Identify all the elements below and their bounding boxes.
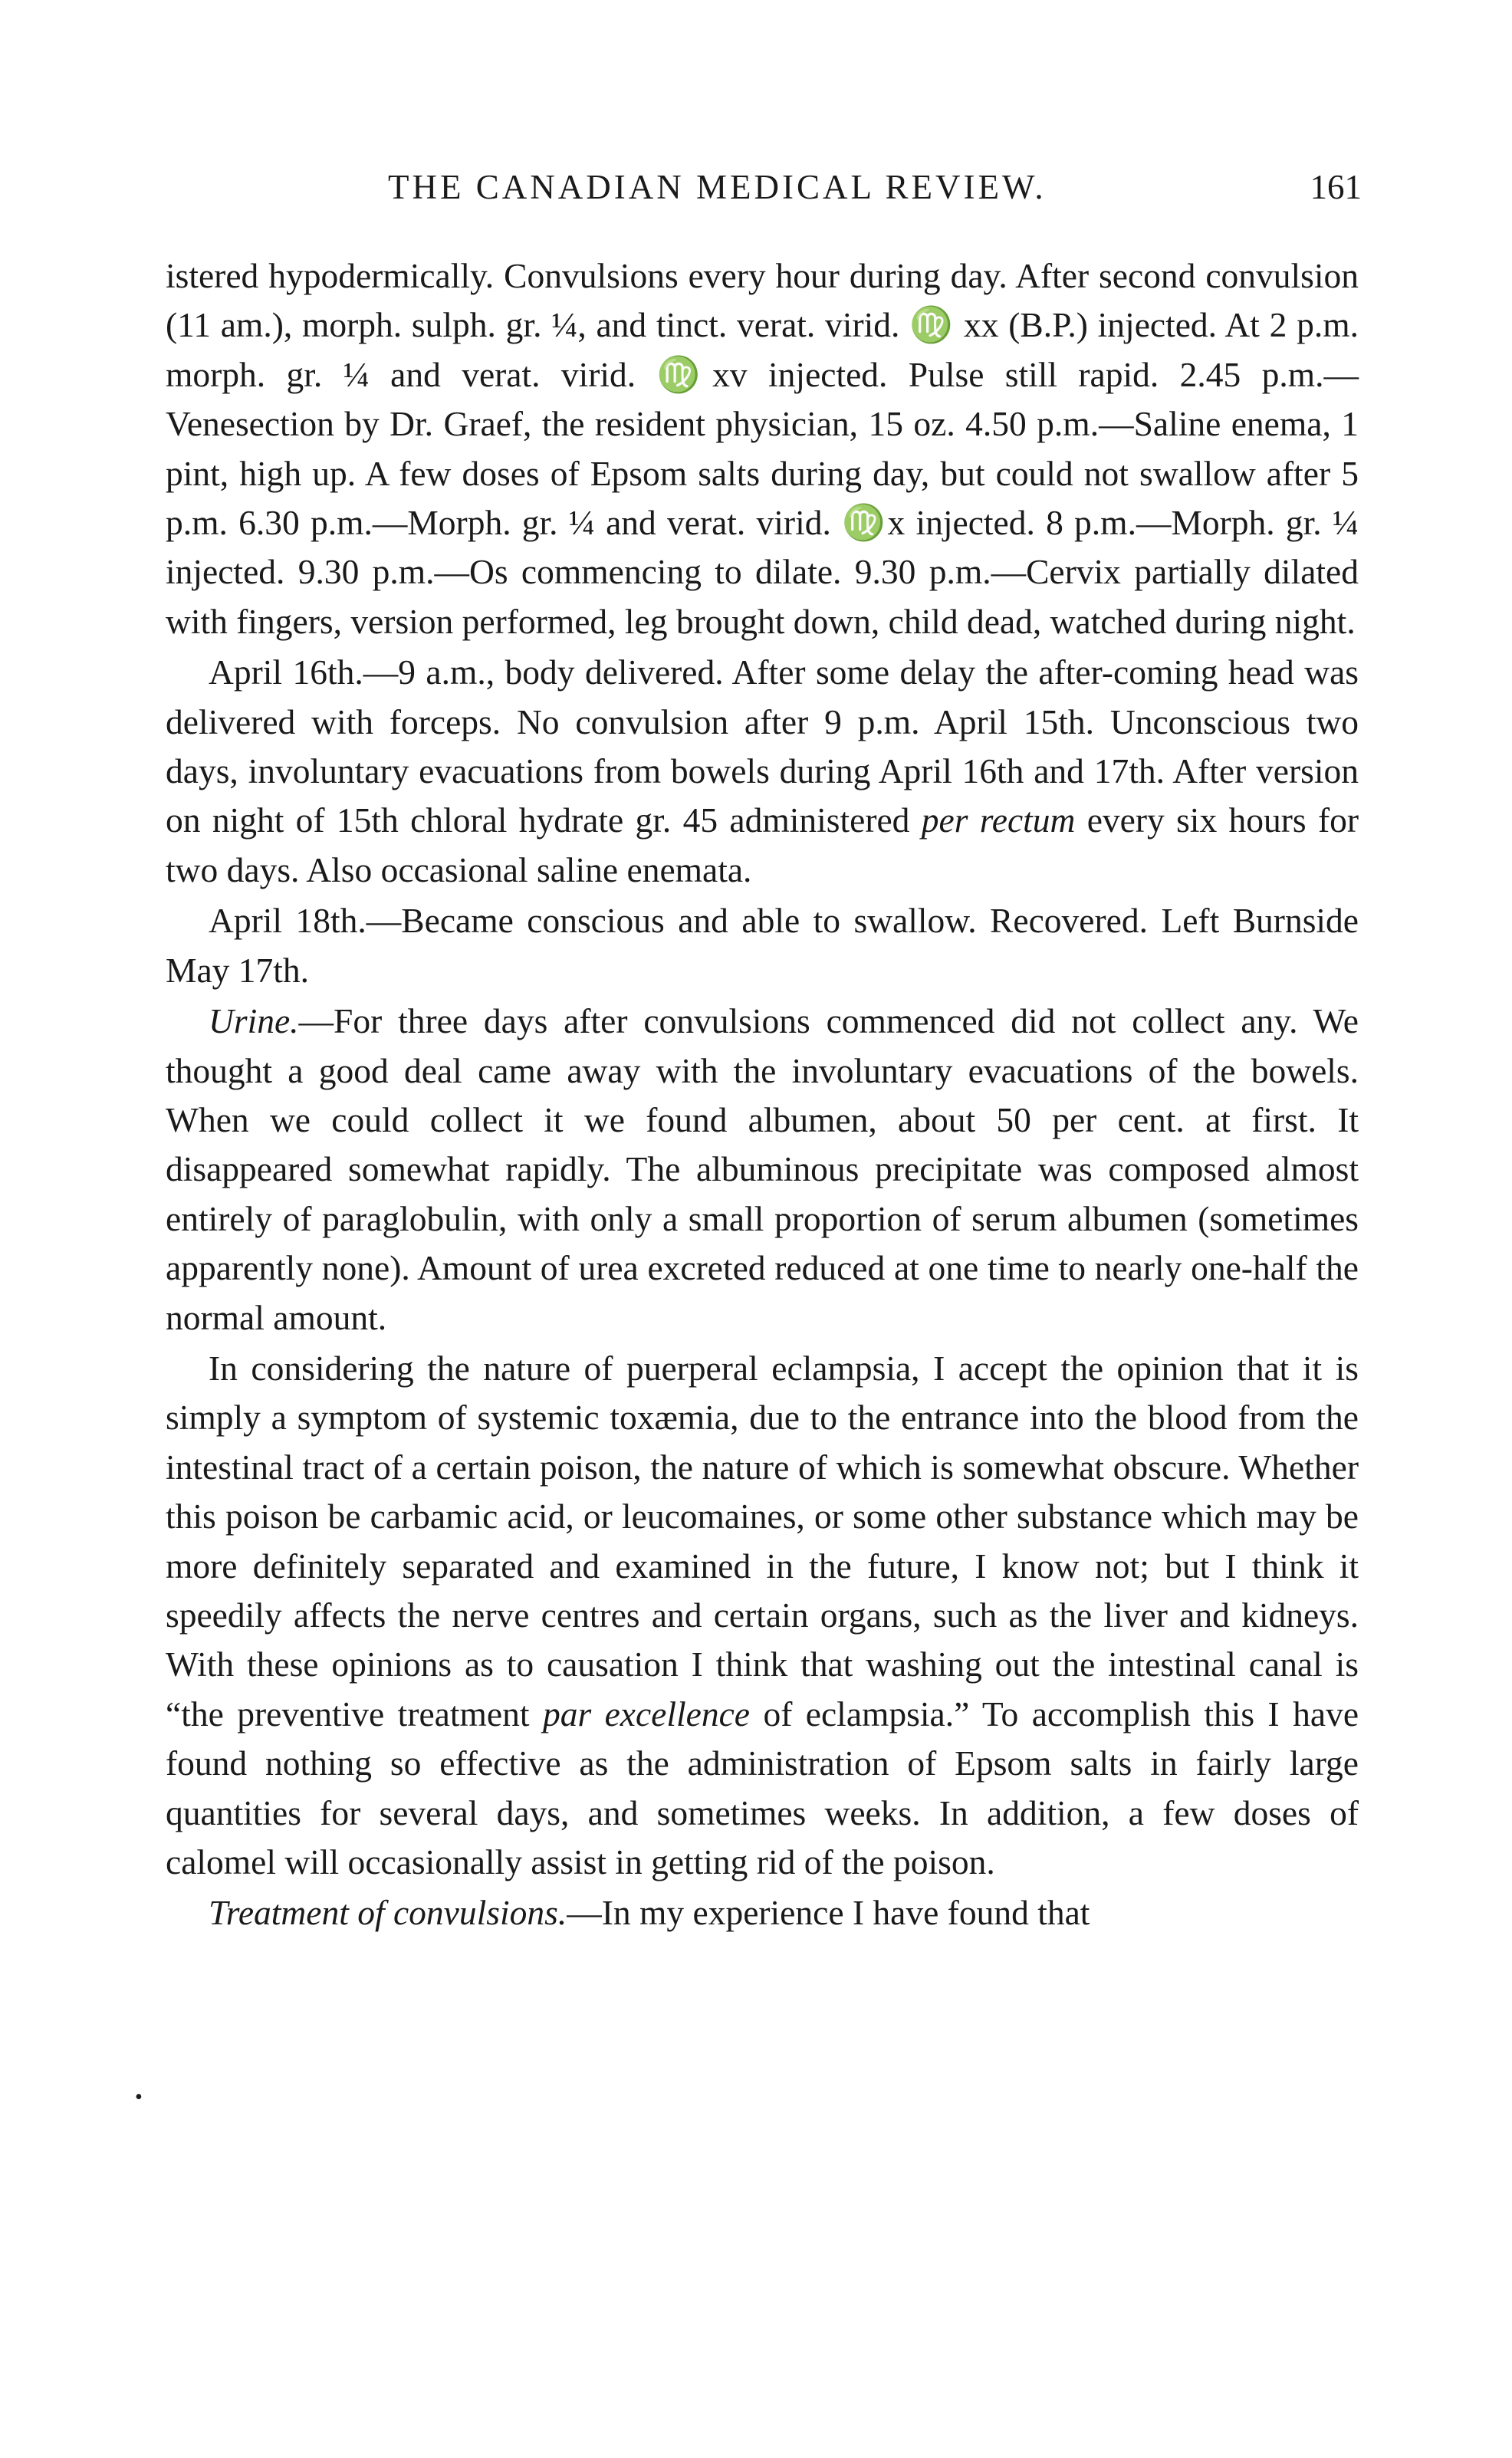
section-label: Urine.	[209, 1001, 299, 1041]
page-number: 161	[1310, 168, 1362, 206]
paragraph-april-16	[166, 648, 1359, 895]
body-text	[166, 251, 1359, 1938]
paragraph-treatment	[166, 1888, 1359, 1937]
paragraph-text: April 16th.—9 a.m., body delivered. After some delay the after-coming head was delivered with forceps. No convulsion after 9 p.m. April 15th. Unconscious two days, involuntary evacuations from bowels during April 16th and 17th. After version on night of 15th chloral hydrate gr. 45 administered	[166, 652, 1359, 840]
paragraph-text: April 18th.—Became conscious and able to swallow. Recovered. Left Burnside May 17th.	[166, 901, 1359, 990]
paragraph-urine	[166, 997, 1359, 1342]
journal-title: THE CANADIAN MEDICAL REVIEW.	[388, 168, 1047, 206]
italic-term: per rectum	[921, 800, 1076, 840]
italic-term: par excellence	[542, 1694, 750, 1733]
paragraph-eclampsia	[166, 1344, 1359, 1887]
margin-mark: •	[135, 2085, 143, 2109]
paragraph-continuation	[166, 251, 1359, 646]
running-head	[166, 167, 1362, 213]
paragraph-text-end: every six hours for two days. Also occasional saline enemata.	[166, 800, 1359, 889]
paragraph-text: —In my experience I have found that	[567, 1893, 1090, 1933]
paragraph-text: In considering the nature of puerperal eclampsia, I accept the opinion that it is simply a symptom of systemic toxæmia, due to the entrance into the blood from the intestinal tract of a certain poison, the nature of which is somewhat obscure. Whether this poison be carbamic acid, or leucomaines, or some other substance which may be more definitely separated and examined in the future, I know not; but I think it speedily affects the nerve centres and certain organs, such as the liver and kidneys. With these opinions as to causation I think that washing out the intestinal canal is “the preventive treatment	[166, 1348, 1359, 1733]
paragraph-text: —For three days after convulsions commenced did not collect any. We thought a good deal came away with the involuntary evacuations of the bowels. When we could collect it we found albumen, about 50 per cent. at first. It disappeared somewhat rapidly. The albuminous precipitate was composed almost entirely of paraglobulin, with only a small proportion of serum albumen (sometimes apparently none). Amount of urea excreted reduced at one time to nearly one-half the normal amount.	[166, 1001, 1359, 1337]
section-label: Treatment of convulsions.	[209, 1893, 567, 1933]
paragraph-april-18	[166, 896, 1359, 995]
paragraph-text: istered hypodermically. Convulsions every hour during day. After second convulsion (11 am.), morph. sulph. gr. ¼, and tinct. verat. virid. ♍ xx (B.P.) injected. At 2 p.m. morph. gr. ¼ and verat. virid. ♍xv injected. Pulse still rapid. 2.45 p.m.—Venesection by Dr. Graef, the resident physician, 15 oz. 4.50 p.m.—Saline enema, 1 pint, high up. A few doses of Epsom salts during day, but could not swallow after 5 p.m. 6.30 p.m.—Morph. gr. ¼ and verat. virid. ♍x injected. 8 p.m.—Morph. gr. ¼ injected. 9.30 p.m.—Os commencing to dilate. 9.30 p.m.—Cervix partially dilated with fingers, version performed, leg brought down, child dead, watched during night.	[166, 256, 1359, 641]
paragraph-text-end: of eclampsia.” To accomplish this I have found nothing so effective as the administration of Epsom salts in fairly large quantities for several days, and sometimes weeks. In addition, a few doses of calomel will occasionally assist in getting rid of the poison.	[166, 1694, 1359, 1881]
